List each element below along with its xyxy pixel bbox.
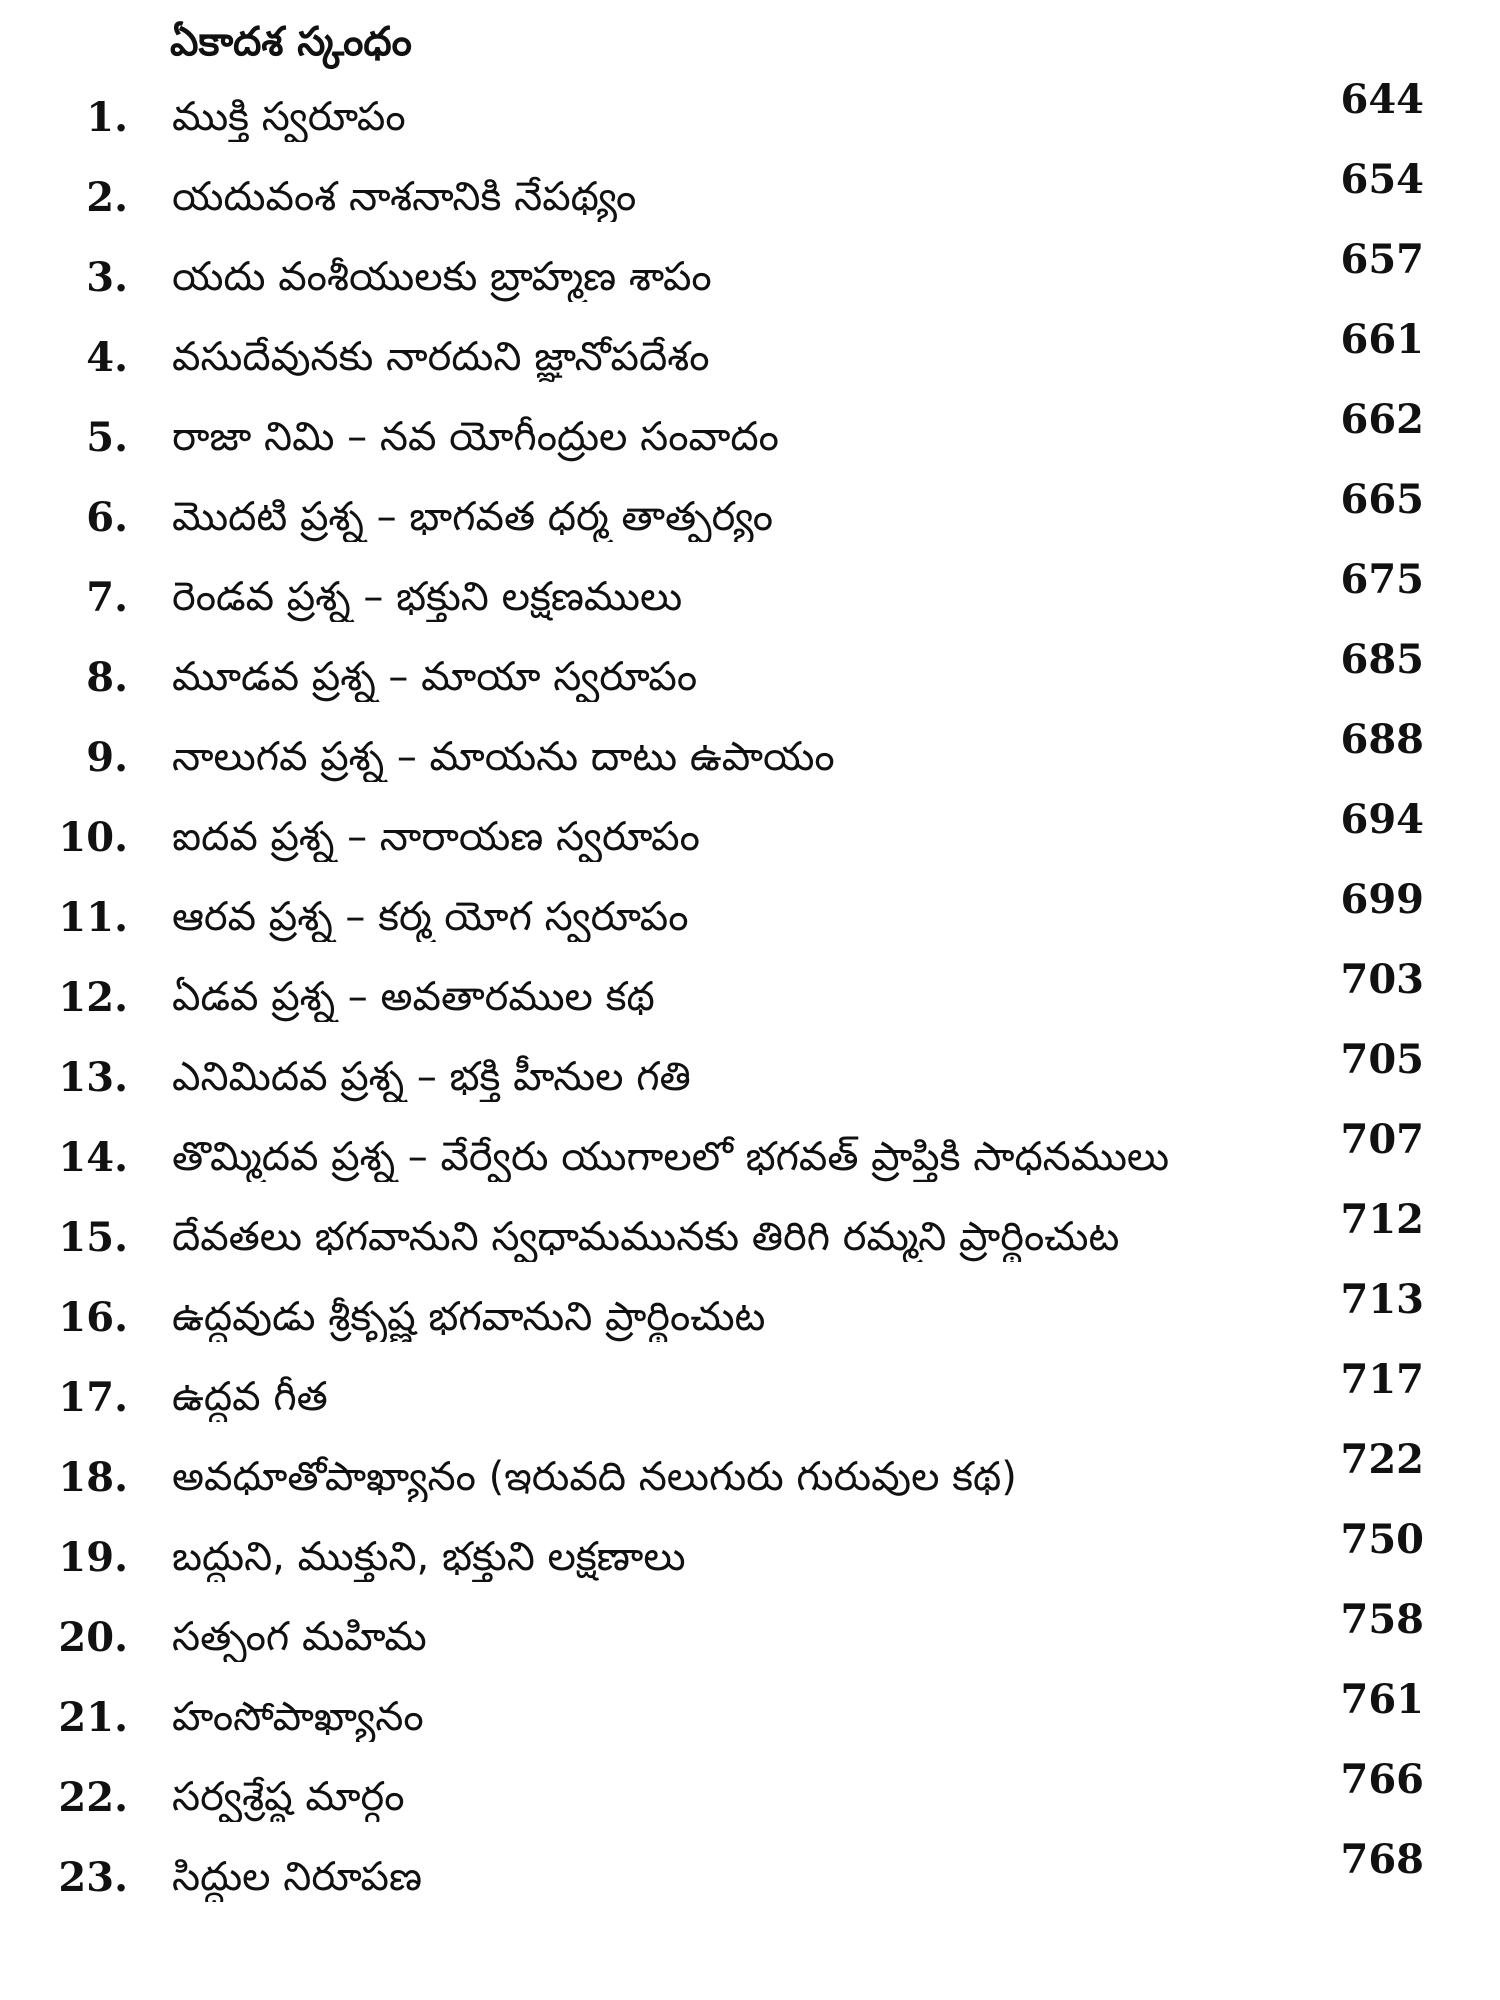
toc-entry (0, 76, 1500, 168)
entry-title: ఆరవ ప్రశ్న – కర్మ యోగ స్వరూపం (172, 894, 689, 940)
entry-number: 18. (58, 1454, 128, 1501)
entry-page-number: 707 (1340, 1116, 1424, 1163)
toc-entry (0, 1836, 1500, 1928)
entry-title: మొదటి ప్రశ్న – భాగవత ధర్మ తాత్పర్యం (172, 494, 774, 540)
entry-number: 12. (58, 974, 128, 1021)
entry-page-number: 694 (1340, 796, 1424, 843)
entry-number: 6. (86, 494, 128, 541)
toc-entry (0, 236, 1500, 328)
entry-page-number: 713 (1340, 1276, 1424, 1323)
entry-title: దేవతలు భగవానుని స్వధామమునకు తిరిగి రమ్మని ప్రార్థించుట (172, 1214, 1120, 1260)
toc-entry (0, 636, 1500, 728)
toc-entry (0, 1436, 1500, 1528)
entry-page-number: 758 (1340, 1596, 1424, 1643)
entry-title: తొమ్మిదవ ప్రశ్న – వేర్వేరు యుగాలలో భగవత్ ప్రాప్తికి సాధనములు (172, 1134, 1170, 1180)
toc-entry (0, 1196, 1500, 1288)
entry-title: ఉద్ధవుడు శ్రీకృష్ణ భగవానుని ప్రార్థించుట (172, 1294, 766, 1340)
toc-entry (0, 1036, 1500, 1128)
entry-number: 14. (58, 1134, 128, 1181)
entry-number: 23. (58, 1854, 128, 1901)
entry-title: ఎనిమిదవ ప్రశ్న – భక్తి హీనుల గతి (172, 1054, 691, 1100)
entry-number: 15. (58, 1214, 128, 1261)
toc-entry (0, 716, 1500, 808)
entry-page-number: 766 (1340, 1756, 1424, 1803)
entry-page-number: 662 (1340, 396, 1424, 443)
entry-page-number: 768 (1340, 1836, 1424, 1883)
entry-number: 5. (86, 414, 128, 461)
toc-entry (0, 396, 1500, 488)
entry-page-number: 675 (1340, 556, 1424, 603)
toc-entry (0, 1676, 1500, 1768)
toc-entry (0, 796, 1500, 888)
entry-number: 4. (86, 334, 128, 381)
entry-title: యదు వంశీయులకు బ్రాహ్మణ శాపం (172, 254, 712, 300)
entry-page-number: 654 (1340, 156, 1424, 203)
toc-entry (0, 1516, 1500, 1608)
entry-number: 13. (58, 1054, 128, 1101)
entry-page-number: 665 (1340, 476, 1424, 523)
entry-number: 11. (58, 894, 128, 941)
entry-page-number: 717 (1340, 1356, 1424, 1403)
entry-number: 22. (58, 1774, 128, 1821)
entry-number: 2. (86, 174, 128, 221)
table-of-contents (0, 76, 1500, 1928)
entry-title: రెండవ ప్రశ్న – భక్తుని లక్షణములు (172, 574, 683, 620)
toc-entry (0, 556, 1500, 648)
entry-title: సర్వశ్రేష్ఠ మార్గం (172, 1774, 405, 1820)
entry-page-number: 688 (1340, 716, 1424, 763)
entry-page-number: 761 (1340, 1676, 1424, 1723)
entry-page-number: 750 (1340, 1516, 1424, 1563)
toc-entry (0, 316, 1500, 408)
entry-title: బద్ధుని, ముక్తుని, భక్తుని లక్షణాలు (172, 1534, 686, 1580)
entry-number: 20. (58, 1614, 128, 1661)
entry-title: హంసోపాఖ్యానం (172, 1694, 424, 1740)
entry-title: ముక్తి స్వరూపం (172, 94, 406, 140)
entry-number: 8. (86, 654, 128, 701)
entry-title: వసుదేవునకు నారదుని జ్ఞానోపదేశం (172, 334, 710, 380)
toc-entry (0, 1756, 1500, 1848)
entry-title: మూడవ ప్రశ్న – మాయా స్వరూపం (172, 654, 698, 700)
toc-entry (0, 876, 1500, 968)
toc-entry (0, 1276, 1500, 1368)
toc-entry (0, 1596, 1500, 1688)
entry-page-number: 712 (1340, 1196, 1424, 1243)
entry-number: 3. (86, 254, 128, 301)
toc-entry (0, 956, 1500, 1048)
entry-title: సత్సంగ మహిమ (172, 1614, 427, 1660)
entry-title: ఐదవ ప్రశ్న – నారాయణ స్వరూపం (172, 814, 700, 860)
section-heading: ఏకాదశ స్కంధం (170, 19, 412, 65)
toc-entry (0, 156, 1500, 248)
entry-page-number: 661 (1340, 316, 1424, 363)
entry-number: 17. (58, 1374, 128, 1421)
entry-page-number: 644 (1340, 76, 1424, 123)
entry-number: 19. (58, 1534, 128, 1581)
entry-number: 10. (58, 814, 128, 861)
entry-page-number: 657 (1340, 236, 1424, 283)
entry-number: 7. (86, 574, 128, 621)
entry-title: సిద్ధుల నిరూపణ (172, 1854, 422, 1900)
toc-entry (0, 1116, 1500, 1208)
entry-page-number: 722 (1340, 1436, 1424, 1483)
entry-title: ఏడవ ప్రశ్న – అవతారముల కథ (172, 974, 655, 1020)
entry-title: నాలుగవ ప్రశ్న – మాయను దాటు ఉపాయం (172, 734, 835, 780)
entry-number: 9. (86, 734, 128, 781)
entry-page-number: 703 (1340, 956, 1424, 1003)
entry-page-number: 685 (1340, 636, 1424, 683)
entry-page-number: 699 (1340, 876, 1424, 923)
entry-title: ఉద్ధవ గీత (172, 1374, 328, 1420)
entry-number: 21. (58, 1694, 128, 1741)
entry-title: యదువంశ నాశనానికి నేపథ్యం (172, 174, 637, 220)
entry-page-number: 705 (1340, 1036, 1424, 1083)
entry-number: 1. (86, 94, 128, 141)
entry-title: అవధూతోపాఖ్యానం (ఇరువది నలుగురు గురువుల కథ) (172, 1454, 1017, 1500)
toc-entry (0, 1356, 1500, 1448)
entry-number: 16. (58, 1294, 128, 1341)
entry-title: రాజా నిమి – నవ యోగీంద్రుల సంవాదం (172, 414, 779, 460)
toc-entry (0, 476, 1500, 568)
